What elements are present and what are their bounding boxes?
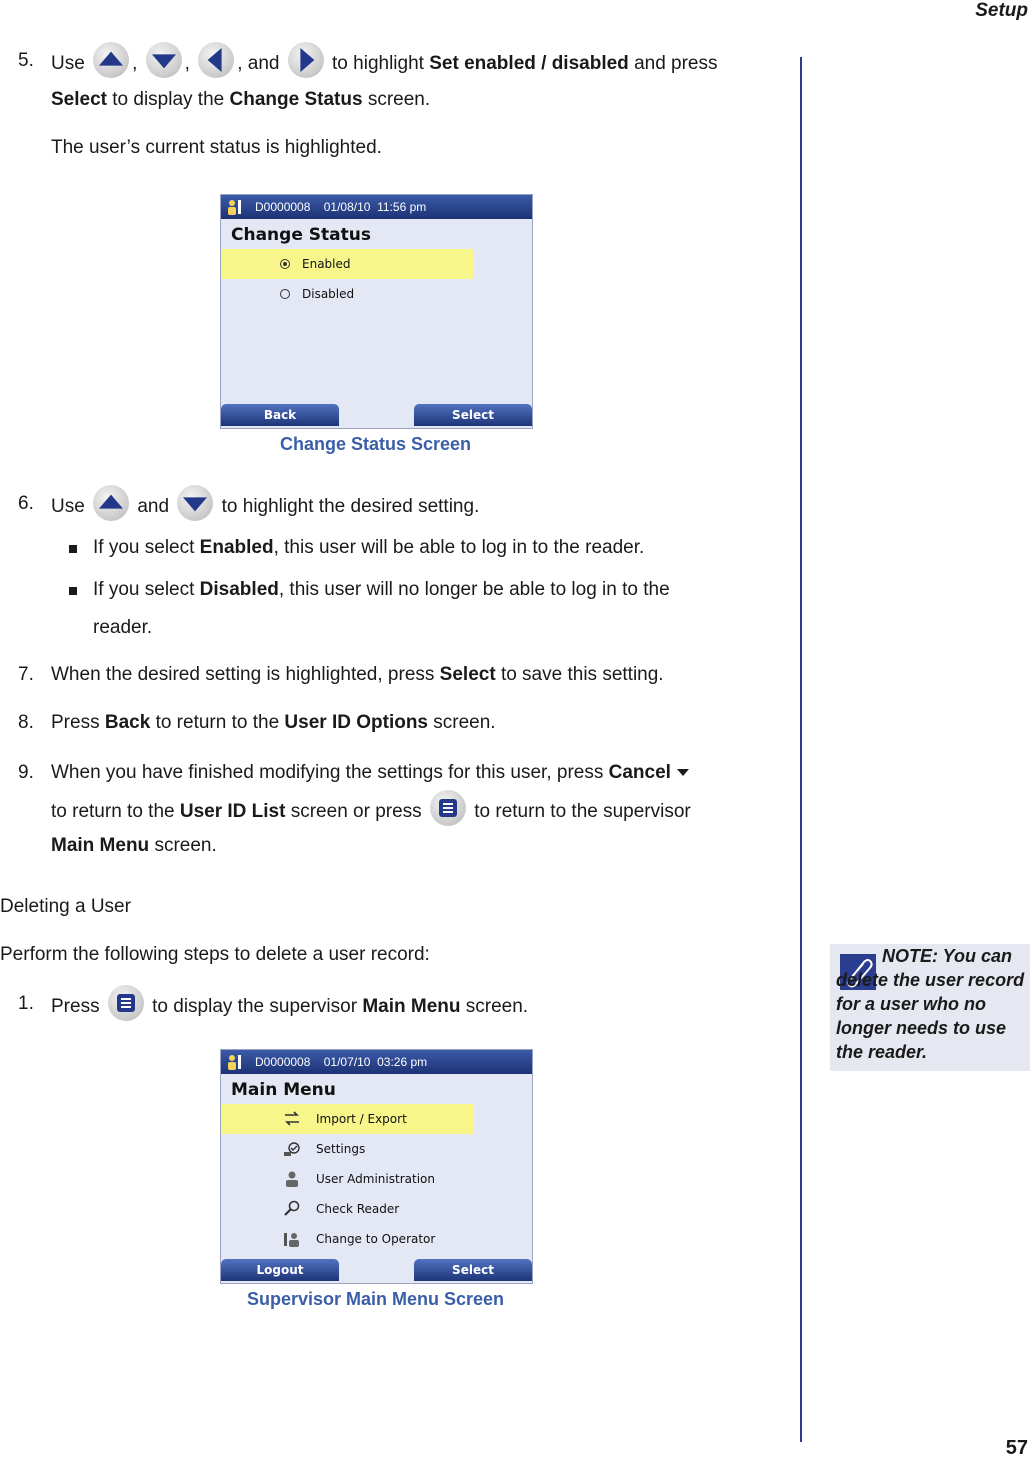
step5-sub: The user’s current status is highlighted.: [51, 137, 382, 158]
margin-rule: [800, 57, 802, 1442]
down-arrow-icon: [177, 485, 213, 521]
section-heading: Deleting a User: [0, 896, 131, 917]
option-label: Enabled: [302, 257, 351, 271]
text: to return to the: [155, 712, 280, 733]
text: screen.: [465, 996, 529, 1018]
menu-item-settings[interactable]: [221, 1134, 474, 1164]
text: and press: [634, 53, 718, 75]
menu-item-check-reader[interactable]: [221, 1194, 474, 1224]
bold-term: Enabled: [199, 537, 274, 558]
del-step1-number: 1.: [18, 993, 34, 1014]
text: If you select: [93, 537, 195, 558]
text: Use: [51, 496, 85, 518]
radio-empty-icon: [280, 289, 290, 299]
step6-line: [51, 493, 479, 521]
text: to highlight: [332, 53, 424, 75]
check-reader-icon: [283, 1200, 301, 1218]
step9-number: 9.: [18, 762, 34, 783]
caret-down-icon: [677, 769, 689, 776]
step8-line: [51, 712, 496, 734]
bold-term: Disabled: [199, 579, 279, 600]
text: to display the supervisor: [152, 996, 358, 1018]
text: screen or press: [290, 801, 422, 823]
bold-term: Cancel: [608, 762, 671, 783]
step5-line2: [51, 89, 430, 111]
bold-term: Select: [51, 89, 107, 110]
menu-item-label: Change to Operator: [316, 1232, 436, 1246]
text: , this user will be able to log in to the reader.: [273, 537, 645, 558]
change-operator-icon: [283, 1230, 301, 1248]
text: ,: [184, 53, 190, 75]
text: to highlight the desired setting.: [221, 496, 480, 518]
user-admin-icon: [283, 1170, 301, 1188]
titlebar-text: D0000008 01/07/10 03:26 pm: [255, 1055, 428, 1069]
softkey-bar: [221, 1259, 532, 1283]
bullet-square-icon: [69, 587, 77, 595]
text: to return to the supervisor: [474, 801, 691, 823]
screen-titlebar: [221, 1050, 532, 1074]
option-disabled[interactable]: [221, 279, 474, 309]
bullet-square-icon: [69, 545, 77, 553]
import-export-icon: [283, 1110, 301, 1128]
settings-icon: [283, 1140, 301, 1158]
step7-number: 7.: [18, 664, 34, 685]
text: Press: [51, 712, 100, 733]
screen-title: Change Status: [231, 225, 371, 245]
text: , this user will no longer be able to log in to the: [278, 579, 670, 600]
main-menu-caption: Supervisor Main Menu Screen: [246, 1289, 505, 1309]
step6-number: 6.: [18, 493, 34, 514]
text: , and: [237, 53, 280, 75]
left-arrow-icon: [198, 42, 234, 78]
section-header: Setup: [975, 0, 1028, 21]
section-intro: Perform the following steps to delete a user record:: [0, 944, 430, 965]
text: ,: [132, 53, 138, 75]
down-arrow-icon: [146, 42, 182, 78]
menu-item-change-to-operator[interactable]: [221, 1224, 474, 1254]
main-menu-key-icon: [108, 985, 144, 1021]
supervisor-user-icon: [226, 198, 244, 216]
step9-line2: [51, 798, 691, 826]
text: to display the: [112, 89, 225, 110]
softkey-bar: [221, 404, 532, 428]
option-enabled[interactable]: [221, 249, 474, 279]
bold-term: Back: [104, 712, 151, 733]
note-body: : You can delete the user record for a user who no longer needs to use the reader.: [836, 946, 1025, 1062]
right-arrow-icon: [288, 42, 324, 78]
logout-softkey[interactable]: Logout: [221, 1259, 339, 1281]
text: to save this setting.: [500, 664, 664, 685]
step6-bullet2-cont: reader.: [93, 617, 153, 638]
change-status-caption: Change Status Screen: [279, 434, 472, 454]
note-label: NOTE: [882, 946, 933, 966]
menu-item-label: Check Reader: [316, 1202, 400, 1216]
text: screen.: [433, 712, 496, 733]
bold-term: User ID List: [179, 801, 286, 823]
screen-title: Main Menu: [231, 1080, 336, 1100]
menu-item-label: Import / Export: [316, 1112, 407, 1126]
note-box: [830, 944, 1030, 1071]
option-label: Disabled: [302, 287, 355, 301]
step5-line1: [51, 50, 718, 78]
back-softkey[interactable]: Back: [221, 404, 339, 426]
step9-line3: [51, 835, 217, 857]
step9-line1: [51, 762, 689, 784]
select-softkey[interactable]: Select: [414, 404, 532, 426]
up-arrow-icon: [93, 42, 129, 78]
text: Press: [51, 996, 100, 1018]
bold-term: User ID Options: [284, 712, 428, 733]
text: screen.: [154, 835, 217, 856]
select-softkey[interactable]: Select: [414, 1259, 532, 1281]
text: Use: [51, 53, 85, 75]
step7-line: [51, 664, 664, 686]
text: and: [137, 496, 170, 518]
text: When you have finished modifying the settings for this user, press: [51, 762, 604, 783]
text: screen.: [367, 89, 431, 110]
del-step1-line: [51, 993, 528, 1021]
bold-term: Main Menu: [51, 835, 150, 856]
change-status-screen: [220, 194, 533, 429]
main-menu-key-icon: [430, 790, 466, 826]
bold-term: Main Menu: [362, 996, 461, 1018]
text: If you select: [93, 579, 195, 600]
menu-item-import-export[interactable]: [221, 1104, 474, 1134]
menu-item-label: Settings: [316, 1142, 366, 1156]
text: to return to the: [51, 801, 175, 823]
bold-term: Set enabled / disabled: [429, 53, 629, 75]
step5-number: 5.: [18, 50, 34, 71]
page-number: 57: [1005, 1437, 1028, 1459]
menu-item-user-administration[interactable]: [221, 1164, 474, 1194]
menu-item-label: User Administration: [316, 1172, 435, 1186]
bold-term: Change Status: [229, 89, 363, 110]
step6-bullet2: [93, 579, 670, 601]
main-menu-screen: [220, 1049, 533, 1284]
note-text: [836, 944, 1028, 1064]
step8-number: 8.: [18, 712, 34, 733]
titlebar-text: D0000008 01/08/10 11:56 pm: [255, 200, 427, 214]
supervisor-user-icon: [226, 1053, 244, 1071]
up-arrow-icon: [93, 485, 129, 521]
bold-term: Select: [439, 664, 496, 685]
screen-titlebar: [221, 195, 532, 219]
radio-selected-icon: [280, 259, 290, 269]
step6-bullet1: [93, 537, 644, 559]
text: When the desired setting is highlighted, press: [51, 664, 435, 685]
